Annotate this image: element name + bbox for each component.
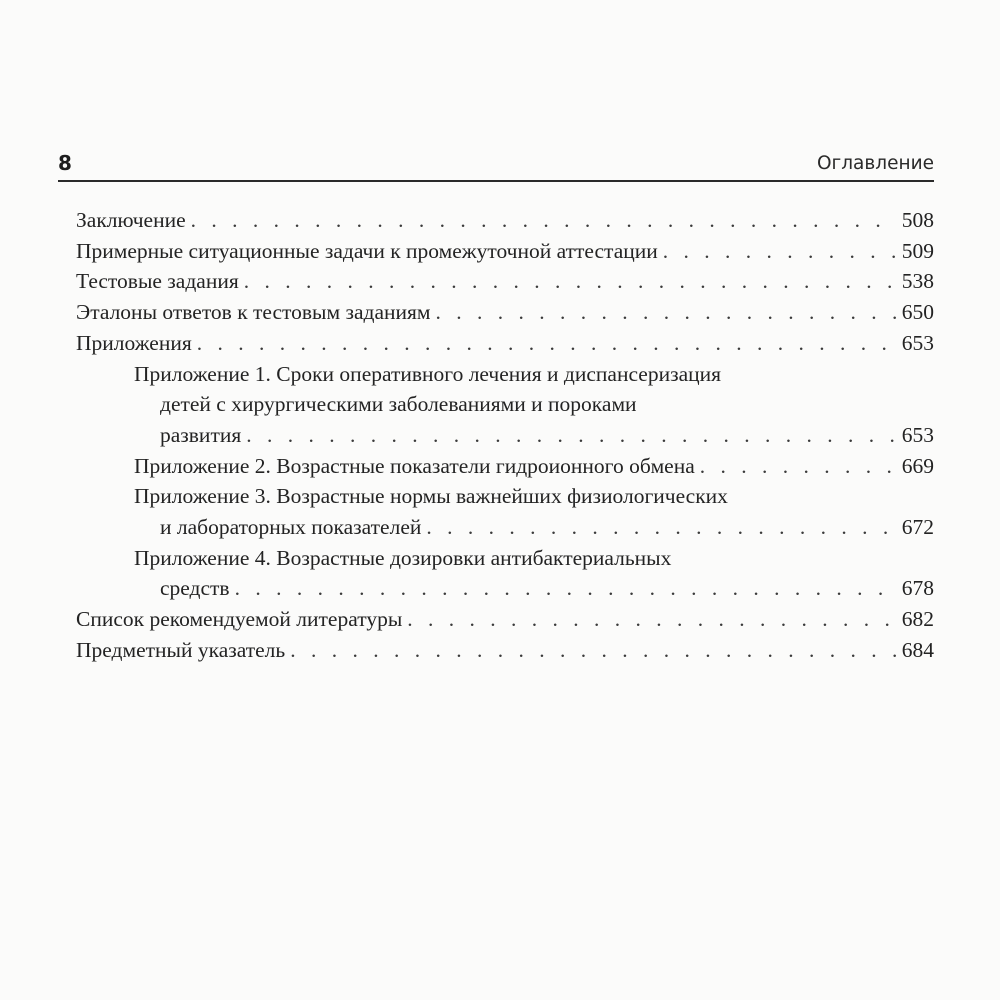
toc-entry-title: Приложение 2. Возрастные показатели гидроионного обмена <box>134 453 695 478</box>
toc-entry-title: Список рекомендуемой литературы <box>76 607 403 632</box>
toc-entry-title-continued: детей с хирургическими заболеваниями и пороками <box>160 392 637 417</box>
toc-entry-page: 684 <box>901 637 934 662</box>
dot-leader <box>663 236 897 267</box>
toc-entry <box>76 205 934 236</box>
toc-entry <box>76 328 934 359</box>
dot-leader <box>235 573 897 604</box>
dot-leader <box>436 297 897 328</box>
toc-entry-title: Приложение 3. Возрастные нормы важнейших физиологических <box>134 484 728 509</box>
running-head: Оглавление <box>816 153 934 174</box>
toc-subentry <box>76 481 934 542</box>
dot-leader <box>426 512 896 543</box>
toc-entry-title: Приложения <box>76 330 192 355</box>
toc-subentry <box>76 359 934 451</box>
toc-entry-title: Предметный указатель <box>76 637 286 662</box>
toc-subentry <box>76 451 934 482</box>
toc-entry-page: 653 <box>901 330 934 355</box>
toc-entry-page: 682 <box>901 607 934 632</box>
toc-entry-page: 678 <box>901 576 934 601</box>
toc-entry-title: Тестовые задания <box>76 269 239 294</box>
toc-entry <box>76 266 934 297</box>
dot-leader <box>407 604 896 635</box>
toc-entry <box>76 635 934 666</box>
dot-leader <box>700 451 897 482</box>
dot-leader <box>290 635 897 666</box>
header-rule <box>58 180 934 182</box>
toc-entry-page: 650 <box>901 300 934 325</box>
toc-entry-page: 538 <box>901 269 934 294</box>
toc-entry-title-continued: развития <box>160 422 242 447</box>
toc-entry-page: 509 <box>901 238 934 263</box>
toc-entry-page: 669 <box>901 453 934 478</box>
toc-entry-title: Эталоны ответов к тестовым заданиям <box>76 300 431 325</box>
toc-subentry <box>76 543 934 604</box>
toc-entry <box>76 236 934 267</box>
toc-entry-title: Приложение 1. Сроки оперативного лечения и диспансеризация <box>134 361 722 386</box>
dot-leader <box>246 420 897 451</box>
table-of-contents <box>76 205 934 666</box>
toc-entry-title: Примерные ситуационные задачи к промежуточной аттестации <box>76 238 658 263</box>
toc-entry-page: 672 <box>901 515 934 540</box>
toc-entry-title: Заключение <box>76 208 186 232</box>
toc-entry-title-continued: и лабораторных показателей <box>160 515 422 540</box>
toc-entry-page: 508 <box>901 208 934 232</box>
toc-entry-title-continued: средств <box>160 576 230 601</box>
dot-leader <box>191 205 897 236</box>
dot-leader <box>244 266 897 297</box>
toc-entry-page: 653 <box>901 422 934 447</box>
page-number: 8 <box>58 151 72 175</box>
toc-entry <box>76 297 934 328</box>
toc-entry-title: Приложение 4. Возрастные дозировки антибактериальных <box>134 545 672 570</box>
dot-leader <box>197 328 897 359</box>
toc-entry <box>76 604 934 635</box>
